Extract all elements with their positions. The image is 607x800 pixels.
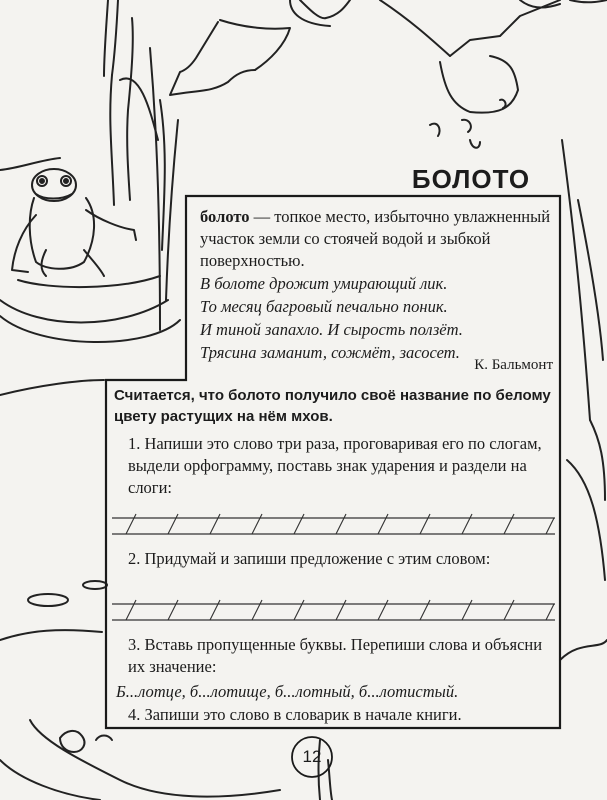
poem-line: В болоте дрожит умирающий лик.: [200, 274, 448, 293]
task-2-text: 2. Придумай и запиши предложение с этим словом:: [128, 549, 491, 568]
task-3-text: 3. Вставь пропущенные буквы. Перепиши слова и объясни их значение:: [128, 635, 543, 676]
frog-illustration: [12, 169, 160, 287]
task-1-text: 1. Напиши это слово три раза, проговаривая его по слогам, выдели орфограмму, поставь знак ударения и раздели на слоги:: [128, 434, 542, 497]
poem-author: К. Бальмонт: [474, 357, 553, 373]
task-3-words: Б...лотце, б...лотище, б...лотный, б...лотистый.: [116, 682, 459, 701]
writing-lines-task-1: [112, 514, 555, 534]
word-definition: [200, 206, 552, 272]
page-number: 12: [302, 747, 322, 766]
writing-lines-task-2: [112, 600, 555, 620]
poem-line: Трясина заманит, сожмёт, засосет.: [200, 343, 460, 362]
task-1: [110, 433, 556, 499]
poem: [200, 272, 552, 364]
etymology-note: Считается, что болото получило своё название по белому цвету растущих на нём мхов.: [114, 387, 551, 425]
task-2: [110, 548, 556, 570]
poem-line: И тиной запахло. И сырость ползёт.: [200, 320, 463, 339]
cattail-right-illustration: [562, 140, 605, 500]
definition-text: — топкое место, избыточно увлажненный участок земли со стоячей водой и зыбкой поверхностью.: [200, 207, 551, 270]
task-4-text: 4. Запиши это слово в словарик в начале книги.: [128, 705, 462, 724]
task-4: [110, 704, 556, 726]
page-title: БОЛОТО: [411, 164, 531, 194]
definition-term: болото: [200, 207, 250, 226]
water-line-illustration: [0, 316, 180, 342]
runner-illustration: [170, 0, 607, 148]
poem-line: То месяц багровый печально поник.: [200, 297, 448, 316]
task-3: [110, 634, 556, 678]
islet-illustration: [0, 300, 168, 323]
